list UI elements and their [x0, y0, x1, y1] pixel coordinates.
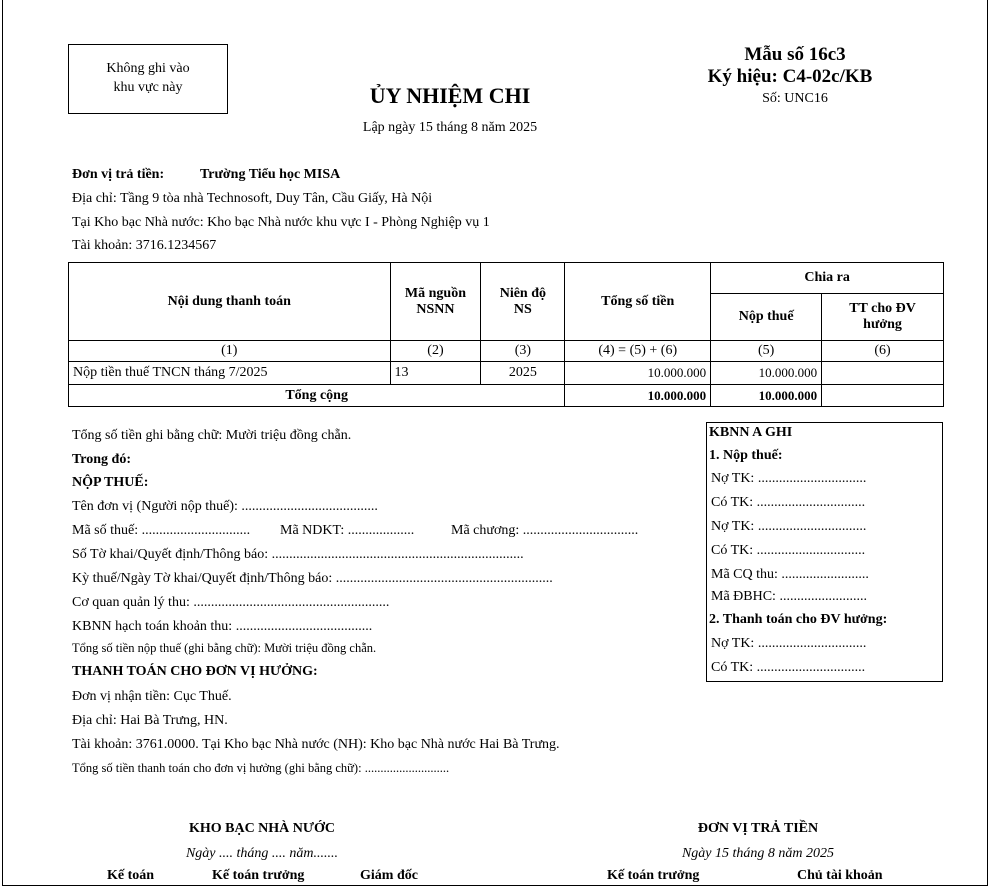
- payer-signature-date: Ngày 15 tháng 8 năm 2025: [681, 846, 835, 861]
- payer-signature-account-holder: Chủ tài khoản: [797, 868, 883, 883]
- chapter-code-field: Mã chương: .................................: [451, 523, 639, 538]
- signature-chief-accountant: Kế toán trưởng: [212, 868, 305, 883]
- kbnn-debit-1: Nợ TK: ...............................: [711, 471, 867, 486]
- index-row: (1) (2) (3) (4) = (5) + (6) (5) (6): [69, 341, 944, 362]
- tax-total-words: Tổng số tiền nộp thuế (ghi bằng chữ): Mười triệu đồng chẵn.: [72, 641, 377, 655]
- header-beneficiary: TT cho ĐV hưởng: [822, 294, 944, 341]
- treasury-signature-title: KHO BẠC NHÀ NƯỚC: [188, 821, 336, 836]
- header-content: Nội dung thanh toán: [69, 263, 391, 341]
- kbnn-authority-code: Mã CQ thu: .........................: [711, 567, 869, 582]
- treasury-signature-date: Ngày .... tháng .... năm.......: [185, 846, 339, 861]
- taxpayer-name-field: Tên đơn vị (Người nộp thuế): .......................................: [72, 499, 378, 514]
- receiver-address: Địa chỉ: Hai Bà Trưng, HN.: [72, 713, 228, 728]
- header-split: Chia ra: [711, 263, 944, 294]
- row-beneficiary: [822, 362, 944, 385]
- kbnn-tax-heading: 1. Nộp thuế:: [709, 448, 783, 463]
- kbnn-credit-2: Có TK: ...............................: [711, 543, 866, 558]
- form-symbol: Ký hiệu: C4-02c/KB: [707, 66, 873, 87]
- receiver-field: Đơn vị nhận tiền: Cục Thuế.: [72, 689, 232, 704]
- kbnn-record-box: [706, 422, 943, 682]
- ndkt-code-field: Mã NDKT: ...................: [280, 523, 415, 538]
- header-year: Niên độ NS: [481, 263, 565, 341]
- sum-total: 10.000.000: [565, 385, 711, 407]
- header-tax: Nộp thuế: [711, 294, 822, 341]
- kbnn-credit-3: Có TK: ...............................: [711, 660, 866, 675]
- document-date: Lập ngày 15 tháng 8 năm 2025: [362, 120, 538, 135]
- table-row: [69, 362, 944, 385]
- kbnn-credit-1: Có TK: ...............................: [711, 495, 866, 510]
- signature-director: Giám đốc: [360, 868, 418, 883]
- payer-label: Đơn vị trả tiền:: [72, 167, 165, 182]
- kbnn-accounting-field: KBNN hạch toán khoản thu: .......................................: [72, 619, 373, 634]
- signature-accountant: Kế toán: [107, 868, 155, 883]
- header-total: Tổng số tiền: [565, 263, 711, 341]
- reserved-area-line2: khu vực này: [113, 80, 183, 95]
- declaration-number-field: Số Tờ khai/Quyết định/Thông báo: ........................................................................: [72, 547, 524, 562]
- sum-row: [69, 385, 944, 407]
- row-total: 10.000.000: [565, 362, 711, 385]
- payer-address: Địa chỉ: Tầng 9 tòa nhà Technosoft, Duy Tân, Cầu Giấy, Hà Nội: [72, 191, 433, 206]
- tax-period-field: Kỳ thuế/Ngày Tờ khai/Quyết định/Thông báo: ..............................................................: [72, 571, 553, 586]
- reserved-area-box: [68, 44, 228, 114]
- payer-account: Tài khoản: 3716.1234567: [72, 238, 217, 253]
- payer-signature-chief-accountant: Kế toán trưởng: [607, 868, 700, 883]
- payer-signature-title: ĐƠN VỊ TRẢ TIỀN: [697, 821, 819, 836]
- row-year: 2025: [481, 362, 565, 385]
- tax-authority-field: Cơ quan quản lý thu: ........................................................: [72, 595, 390, 610]
- row-source: 13: [390, 362, 481, 385]
- kbnn-admin-code: Mã ĐBHC: .........................: [711, 589, 867, 604]
- form-serial: Số: UNC16: [762, 91, 828, 106]
- beneficiary-section-title: THANH TOÁN CHO ĐƠN VỊ HƯỞNG:: [72, 664, 318, 679]
- reserved-area-line1: Không ghi vào: [106, 61, 190, 76]
- sum-tax: 10.000.000: [711, 385, 822, 407]
- beneficiary-total-words: Tổng số tiền thanh toán cho đơn vị hưởng (ghi bằng chữ): ...........................: [72, 761, 450, 775]
- trong-do-label: Trong đó:: [72, 452, 131, 467]
- tax-code-field: Mã số thuế: ...............................: [72, 523, 251, 538]
- receiver-account: Tài khoản: 3761.0000. Tại Kho bạc Nhà nước (NH): Kho bạc Nhà nước Hai Bà Trưng.: [72, 737, 560, 752]
- header-source: Mã nguồn NSNN: [390, 263, 481, 341]
- payment-table: [68, 262, 944, 407]
- kbnn-debit-3: Nợ TK: ...............................: [711, 636, 867, 651]
- sum-label: Tổng cộng: [69, 385, 565, 407]
- document-title: ỦY NHIỆM CHI: [369, 83, 531, 108]
- kbnn-box-title: KBNN A GHI: [709, 425, 793, 440]
- form-number: Mẫu số 16c3: [744, 44, 846, 65]
- payer-name: Trường Tiểu học MISA: [200, 167, 341, 182]
- kbnn-debit-2: Nợ TK: ...............................: [711, 519, 867, 534]
- row-content: Nộp tiền thuế TNCN tháng 7/2025: [69, 362, 391, 385]
- kbnn-beneficiary-heading: 2. Thanh toán cho ĐV hưởng:: [709, 612, 888, 627]
- payer-treasury: Tại Kho bạc Nhà nước: Kho bạc Nhà nước khu vực I - Phòng Nghiệp vụ 1: [72, 215, 490, 230]
- row-tax: 10.000.000: [711, 362, 822, 385]
- tax-section-title: NỘP THUẾ:: [72, 475, 149, 490]
- total-in-words: Tổng số tiền ghi bằng chữ: Mười triệu đồng chẵn.: [72, 428, 352, 443]
